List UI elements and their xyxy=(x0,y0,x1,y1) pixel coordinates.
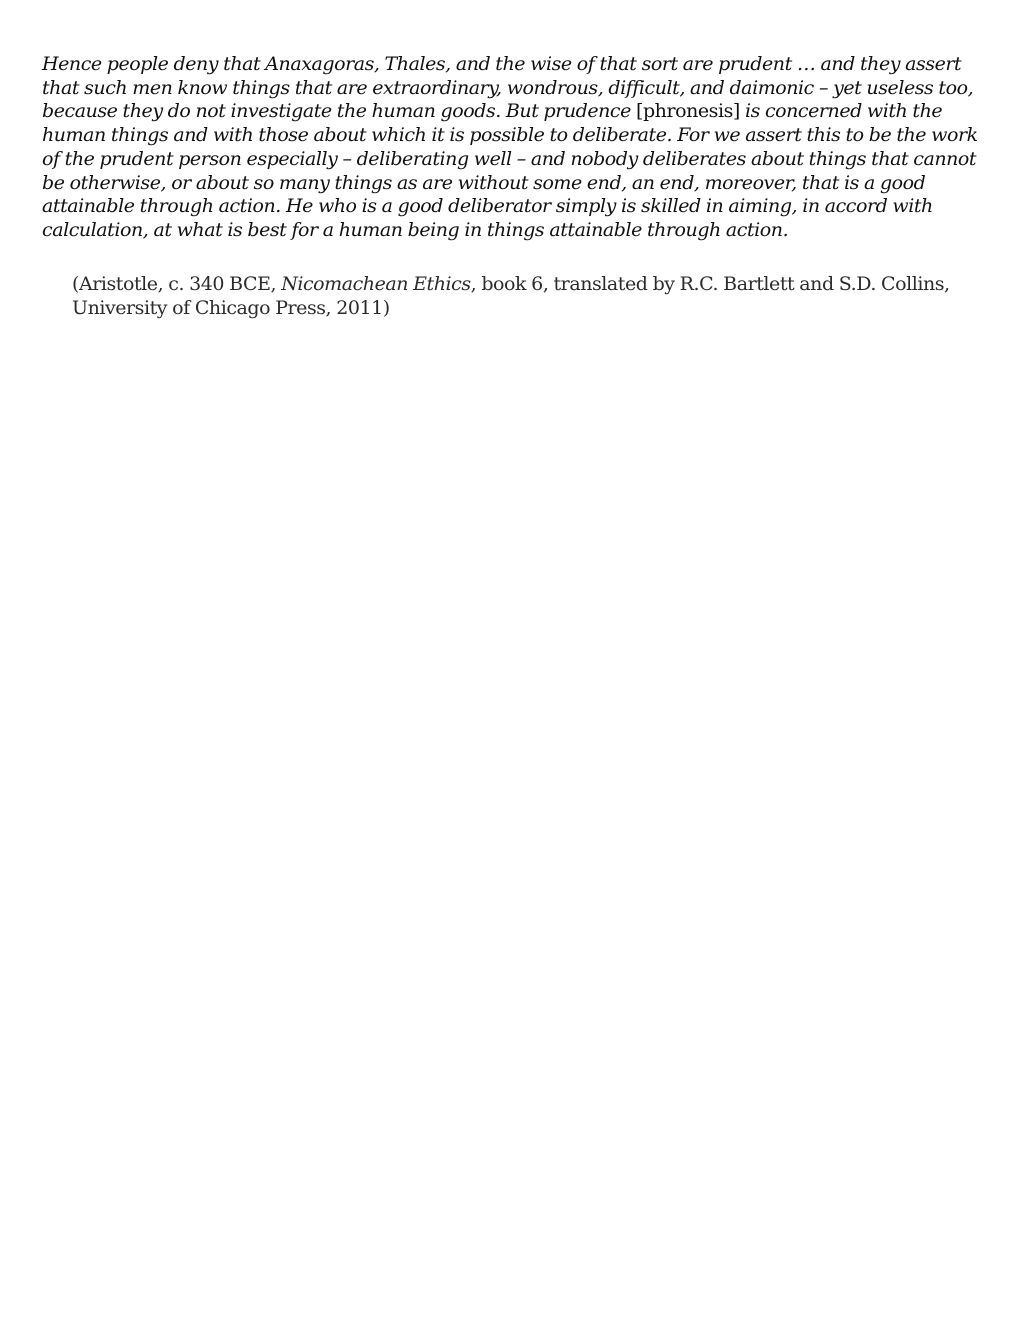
phronesis-term: [phronesis] xyxy=(636,100,740,123)
aristotle-quote xyxy=(42,53,984,243)
quote-text-part-1: Hence people deny that Anaxagoras, Thales, and the wise of that sort are prudent … and they assert that such men know things that are extraordinary, wondrous, difficult, and daimonic – yet useless too, because they do not investigate the human goods. But prudence xyxy=(42,53,974,123)
quote-citation xyxy=(72,273,972,320)
citation-work-title: Nicomachean Ethics xyxy=(281,273,471,295)
citation-suffix: , book 6, translated by R.C. Bartlett and S.D. Collins, University of Chicago Press, 2011) xyxy=(72,273,950,319)
citation-prefix: (Aristotle, c. 340 BCE, xyxy=(72,273,282,295)
quote-text-part-2: is concerned with the human things and with those about which it is possible to deliberate. For we assert this to be the work of the prudent person especially – deliberating well – and nobody deliberates about things that cannot be otherwise, or about so many things as are without some end, an end, moreover, that is a good attainable through action. He who is a good deliberator simply is skilled in aiming, in accord with calculation, at what is best for a human being in things attainable through action. xyxy=(42,100,978,241)
